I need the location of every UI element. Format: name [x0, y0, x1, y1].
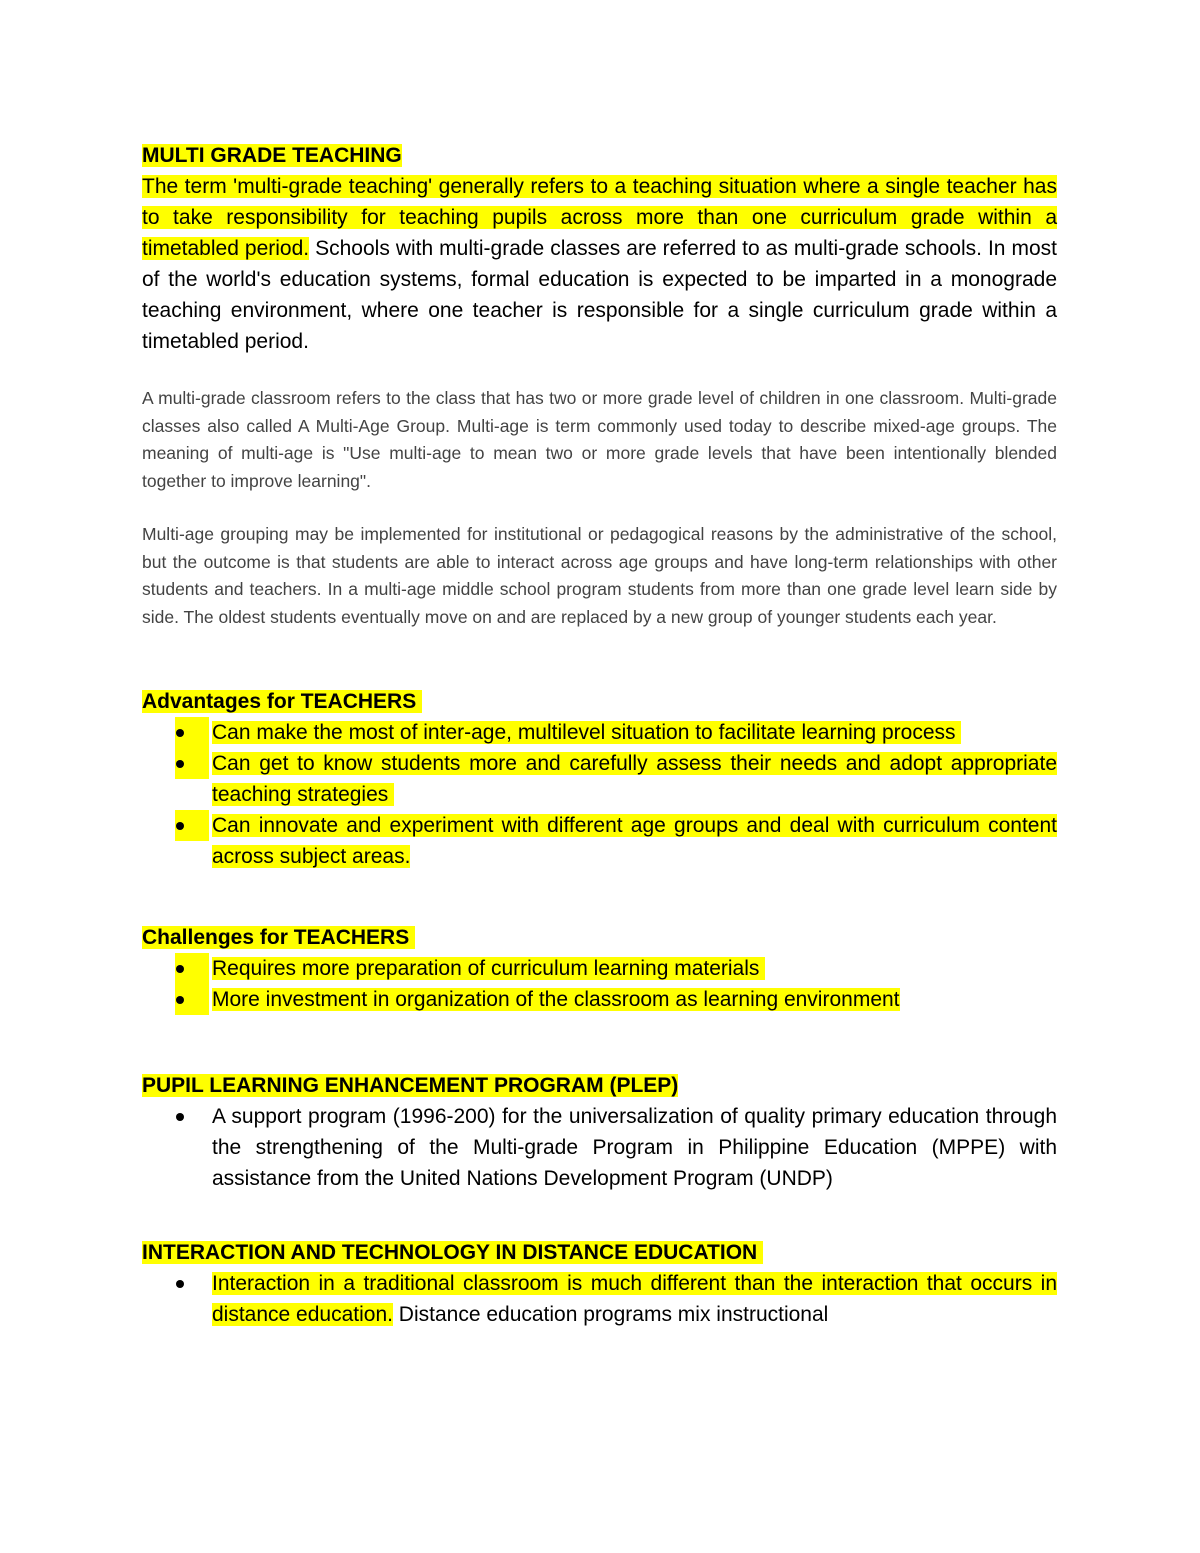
paragraph-definition: [142, 171, 1057, 357]
paragraph-multi-grade-classroom: A multi-grade classroom refers to the class that has two or more grade level of children in one classroom. Multi-grade classes also called A Multi-Age Group. Multi-age is term commonly used today to describe mixed-age groups. The meaning of multi-age is "Use multi-age to mean two or more grade levels that have been intentionally blended together to improve learning".: [142, 388, 1057, 491]
bullet-icon: [176, 996, 184, 1004]
section-heading-multi-grade: MULTI GRADE TEACHING: [142, 144, 402, 167]
list-item: Interaction in a traditional classroom is much different than the interaction that occurs in distance education. Distance education programs mix instructional: [142, 1268, 1057, 1330]
plep-list: [142, 1101, 1057, 1194]
bullet-icon: [176, 1113, 184, 1121]
list-item: Can get to know students more and carefully assess their needs and adopt appropriate teaching strategies: [142, 748, 1057, 810]
list-item: A support program (1996-200) for the universalization of quality primary education through the strengthening of the Multi-grade Program in Philippine Education (MPPE) with assistance from the United Nations Development Program (UNDP): [142, 1101, 1057, 1194]
section-heading-distance-education: INTERACTION AND TECHNOLOGY IN DISTANCE EDUCATION: [142, 1237, 1057, 1268]
bullet-icon: [176, 729, 184, 737]
list-item: Can innovate and experiment with different age groups and deal with curriculum content across subject areas.: [142, 810, 1057, 872]
list-item: More investment in organization of the classroom as learning environment: [142, 984, 1057, 1015]
list-item: Can make the most of inter-age, multilevel situation to facilitate learning process: [142, 717, 1057, 748]
bullet-icon: [176, 1280, 184, 1288]
section-heading-advantages: Advantages for TEACHERS: [142, 686, 1057, 717]
bullet-icon: [176, 760, 184, 768]
list-item: Requires more preparation of curriculum learning materials: [142, 953, 1057, 984]
paragraph-multi-age-grouping: Multi-age grouping may be implemented for institutional or pedagogical reasons by the administrative of the school, but the outcome is that students are able to interact across age groups and have long-term relationships with other students and teachers. In a multi-age middle school program students from more than one grade level learn side by side. The oldest students eventually move on and are replaced by a new group of younger students each year.: [142, 524, 1057, 627]
section-heading-plep: PUPIL LEARNING ENHANCEMENT PROGRAM (PLEP): [142, 1074, 679, 1097]
advantages-list: [142, 717, 1057, 872]
bullet-icon: [176, 822, 184, 830]
distance-list: [142, 1268, 1057, 1330]
section-heading-challenges: Challenges for TEACHERS: [142, 922, 1057, 953]
challenges-list: [142, 953, 1057, 1015]
definition-continuation: Schools with multi-grade classes are referred to as multi-grade schools. In most of the world's education systems, formal education is expected to be imparted in a monograde teaching environment, where one teacher is responsible for a single curriculum grade within a timetabled period.: [142, 237, 1057, 353]
highlighted-definition: The term 'multi-grade teaching' generally refers to a teaching situation where a single teacher has to take responsibility for teaching pupils across more than one curriculum grade within a timetabled period.: [142, 175, 1057, 260]
bullet-icon: [176, 965, 184, 973]
